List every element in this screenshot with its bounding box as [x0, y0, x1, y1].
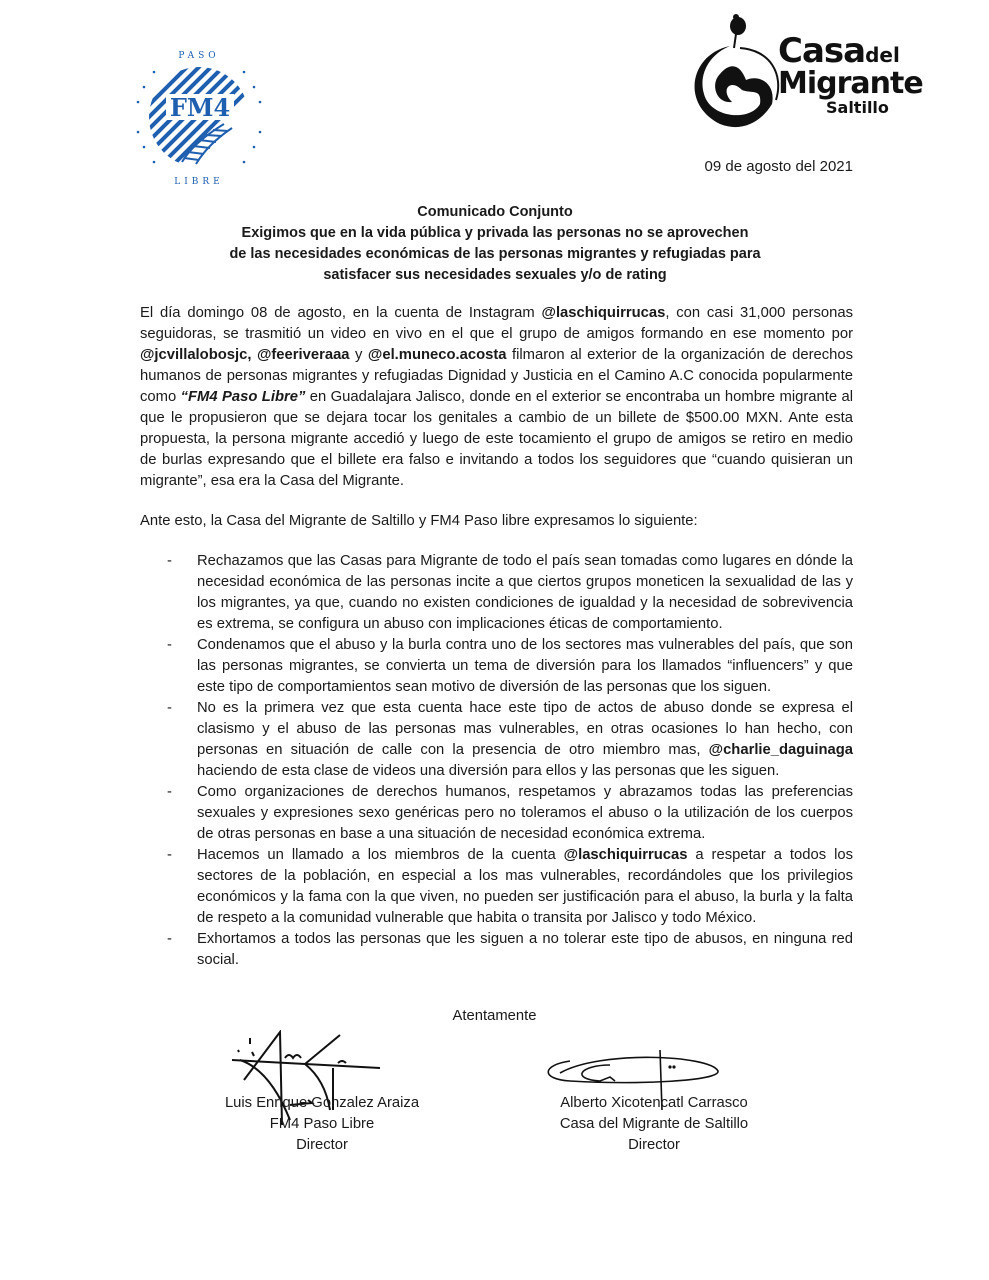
casa-del-migrante-logo-text	[778, 31, 923, 117]
list-item-text: Rechazamos que las Casas para Migrante de todo el país sean tomadas como lugares en dónde la necesidad económica de las personas incite a que ciertos grupos moneticen la sexualidad de las y los migrantes, ya que, cuando no existen condiciones de igualdad y la necesidad de sobrevivencia es extrema, se configura un abuso con implicaciones éticas de comportamiento.	[197, 553, 853, 632]
signatory-name: Alberto Xicotencatl Carrasco	[560, 1095, 748, 1111]
list-item	[140, 782, 853, 845]
signatory-role: Director	[628, 1137, 680, 1153]
fm4-logo-top-text: PASO	[178, 51, 220, 61]
document-title	[140, 202, 850, 286]
list-item	[140, 929, 853, 971]
p1-text-3: y	[349, 347, 368, 363]
casa-logo-line3: Saltillo	[826, 98, 889, 117]
title-line-4: satisfacer sus necesidades sexuales y/o de rating	[323, 267, 667, 283]
handle-laschiquirrucas: @laschiquirrucas	[541, 305, 666, 321]
document-date: 09 de agosto del 2021	[704, 158, 853, 175]
signatory-org: Casa del Migrante de Saltillo	[559, 1116, 749, 1132]
handle-laschiquirrucas: @laschiquirrucas	[563, 847, 688, 863]
signatory-name: Luis Enrique Gonzalez Araiza	[224, 1095, 420, 1111]
list-item	[140, 551, 853, 635]
handles-jcvillalobosjc-feeriveraaa: @jcvillalobosjc, @feeriveraaa	[140, 347, 350, 363]
list-item-text: haciendo de esta clase de videos una diversión para ellos y las personas que les siguen.	[197, 763, 780, 779]
list-item	[140, 635, 853, 698]
signatory-role: Director	[296, 1137, 348, 1153]
p1-text-2: , con casi 31,000 personas seguidoras, se trasmitió un video en vivo en el que el grupo de amigos formando en ese momento por	[140, 305, 853, 342]
title-line-2: Exigimos que en la vida pública y privada las personas no se aprovechen	[241, 225, 749, 241]
paragraph-2: Ante esto, la Casa del Migrante de Saltillo y FM4 Paso libre expresamos lo siguiente:	[140, 513, 698, 529]
signatory-right	[540, 1093, 768, 1156]
list-item-text: Hacemos un llamado a los miembros de la cuenta	[197, 847, 564, 863]
closing-salutation: Atentamente	[452, 1008, 537, 1024]
list-dash: -	[167, 931, 172, 947]
signatory-left	[222, 1093, 422, 1156]
fm4-name-emphasis: “FM4 Paso Libre”	[180, 389, 306, 405]
casa-logo-line2: Migrante	[778, 66, 923, 101]
p1-text-5: en Guadalajara Jalisco, donde en el exterior se encontraba un hombre migrante al que le propusieron que se dejara tocar los genitales a cambio de un billete de $500.00 MXN. Ante esta propuesta, la persona migrante accedió y luego de este tocamiento el grupo de amigos se retiro en medio de burlas expresando que el billete era falso e invitando a todos los seguidores que “cuando quisieran un migrante”, esa era la Casa del Migrante.	[140, 389, 854, 489]
title-line-1: Comunicado Conjunto	[417, 204, 573, 220]
signatory-org: FM4 Paso Libre	[269, 1116, 375, 1132]
list-dash: -	[167, 637, 172, 653]
fm4-paso-libre-logo	[124, 42, 274, 192]
list-item	[140, 698, 853, 782]
casa-logo-line1: Casa	[778, 31, 866, 71]
casa-logo-del: del	[865, 43, 900, 67]
fm4-logo-bottom-text: LIBRE	[174, 177, 224, 187]
list-item-text: a respetar a todos los sectores de la población, en especial a los mas vulnerables, recordándoles que los privilegios económicos y la fama con la que viven, no pueden ser justificación para el abuso, la burla y la falta de respeto a la comunidad vulnerable que habita o transita por Jalisco y todo México.	[197, 847, 853, 926]
statement-list	[140, 551, 853, 971]
p1-text-1: El día domingo 08 de agosto, en la cuenta de Instagram	[140, 305, 542, 321]
fm4-logo-text: FM4	[169, 93, 231, 122]
list-dash: -	[167, 700, 172, 716]
title-line-3: de las necesidades económicas de las personas migrantes y refugiadas para	[229, 246, 761, 262]
handle-charlie-daguinaga: @charlie_daguinaga	[708, 742, 853, 758]
list-item-text: Condenamos que el abuso y la burla contra uno de los sectores mas vulnerables del país, que son las personas migrantes, se convierta un tema de diversión para los llamados “influencers” y que este tipo de comportamientos sean motivo de diversión de las personas que los siguen.	[197, 637, 853, 695]
paragraph-1	[140, 303, 853, 492]
list-item	[140, 845, 853, 929]
list-dash: -	[167, 784, 172, 800]
handle-el-muneco-acosta: @el.muneco.acosta	[367, 347, 507, 363]
p1-text-4: filmaron al exterior de la organización de derechos humanos de personas migrantes y refugiadas Dignidad y Justicia en el Camino A.C conocida popularmente como	[140, 347, 854, 405]
list-item-text: Como organizaciones de derechos humanos, respetamos y abrazamos todas las preferencias sexuales y expresiones sexo genéricas pero no toleramos el abuso o la utilización de los cuerpos de otras personas en base a una situación de necesidad económica extrema.	[197, 784, 853, 842]
list-item-text: No es la primera vez que esta cuenta hace este tipo de actos de abuso donde se expresa el clasismo y el abuso de las personas mas vulnerables, en otras ocasiones lo han hecho, con personas en situación de calle con la presencia de otro miembro mas,	[197, 700, 853, 758]
list-dash: -	[167, 553, 172, 569]
list-dash: -	[167, 847, 172, 863]
list-item-text: Exhortamos a todos las personas que les siguen a no tolerar este tipo de abusos, en ninguna red social.	[197, 931, 853, 968]
